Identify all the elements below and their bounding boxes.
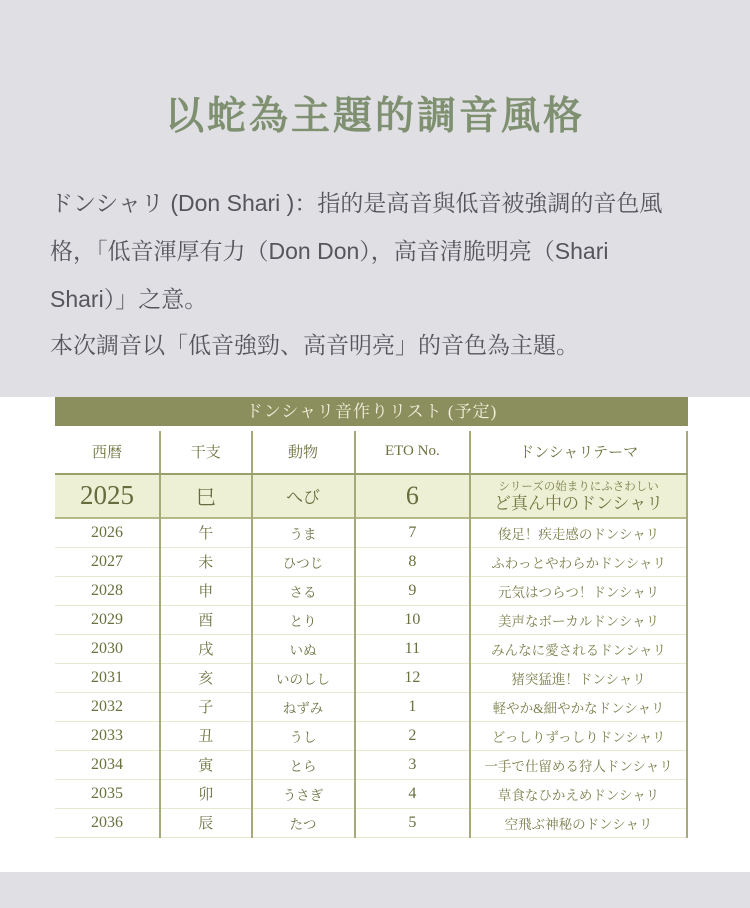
cell-eto: 申	[160, 576, 252, 605]
cell-eto: 寅	[160, 750, 252, 779]
cell-eto: 子	[160, 692, 252, 721]
theme-title: ど真ん中のドンシャリ	[493, 494, 664, 514]
cell-year: 2032	[90, 697, 123, 715]
cell-year: 2031	[90, 668, 123, 686]
cell-animal: とら	[252, 750, 355, 779]
cell-year: 2026	[90, 523, 123, 541]
cell-eto-no: 1	[355, 692, 471, 721]
cell-animal: さる	[252, 576, 355, 605]
table-row	[55, 750, 687, 779]
cell-eto-no: 5	[355, 808, 471, 837]
cell-eto: 辰	[160, 808, 252, 837]
cell-eto-no: 3	[355, 750, 471, 779]
table-row	[55, 779, 687, 808]
intro-line-3: Shari）」之意。	[50, 285, 208, 312]
cell-eto-no: 4	[355, 779, 471, 808]
table-row	[55, 547, 687, 576]
cell-theme: どっしりずっしりドンシャリ	[470, 721, 687, 750]
cell-year: 2035	[90, 784, 123, 802]
cell-eto-no: 6	[355, 474, 471, 518]
cell-theme	[470, 474, 687, 518]
cell-eto: 亥	[160, 663, 252, 692]
table-row	[55, 518, 687, 548]
cell-eto: 午	[160, 518, 252, 548]
table-row	[55, 605, 687, 634]
cell-animal: うま	[252, 518, 355, 548]
cell-year: 2029	[90, 610, 123, 628]
cell-theme: 猪突猛進！ドンシャリ	[470, 663, 687, 692]
cell-theme: 軽やか&細やかなドンシャリ	[470, 692, 687, 721]
cell-eto-no: 2	[355, 721, 471, 750]
cell-animal: ねずみ	[252, 692, 355, 721]
cell-year: 2028	[90, 581, 123, 599]
intro-line-2: 格，「低音渾厚有力（Don Don），高音清脆明亮（Shari	[50, 237, 609, 264]
cell-eto: 酉	[160, 605, 252, 634]
cell-eto-no: 11	[355, 634, 471, 663]
cell-year: 2025	[79, 480, 134, 511]
cell-theme: 美声なボーカルドンシャリ	[470, 605, 687, 634]
column-header-eto: 干支	[160, 431, 252, 474]
column-header-year: 西暦	[55, 431, 160, 474]
cell-theme: みんなに愛されるドンシャリ	[470, 634, 687, 663]
table-row	[55, 692, 687, 721]
cell-year: 2036	[90, 813, 123, 831]
cell-eto-no: 10	[355, 605, 471, 634]
cell-eto-no: 8	[355, 547, 471, 576]
theme-subtitle: シリーズの始まりにふさわしい	[498, 481, 659, 494]
table-row	[55, 808, 687, 837]
cell-year: 2033	[90, 726, 123, 744]
table-body	[55, 474, 687, 838]
theme-statement: 本次調音以「低音強勁、高音明亮」的音色為主題。	[50, 331, 579, 358]
cell-theme: ふわっとやわらかドンシャリ	[470, 547, 687, 576]
cell-year: 2027	[90, 552, 123, 570]
cell-eto-no: 9	[355, 576, 471, 605]
cell-eto: 戌	[160, 634, 252, 663]
cell-theme: 俊足！疾走感のドンシャリ	[470, 518, 687, 548]
table-header-row	[55, 431, 687, 474]
cell-eto: 丑	[160, 721, 252, 750]
cell-year: 2034	[90, 755, 123, 773]
intro-paragraph	[50, 179, 702, 323]
table-row	[55, 576, 687, 605]
table-row	[55, 634, 687, 663]
cell-eto: 巳	[160, 474, 252, 518]
cell-animal: うし	[252, 721, 355, 750]
table-caption-band: ドンシャリ音作りリスト (予定)	[55, 397, 688, 426]
cell-animal: いのしし	[252, 663, 355, 692]
cell-eto: 未	[160, 547, 252, 576]
cell-theme: 草食なひかえめドンシャリ	[470, 779, 687, 808]
cell-theme: 元気はつらつ！ドンシャリ	[470, 576, 687, 605]
cell-animal: いぬ	[252, 634, 355, 663]
intro-line-1: ドンシャリ (Don Shari )：指的是高音與低音被強調的音色風	[50, 189, 663, 216]
cell-theme: 空飛ぶ神秘のドンシャリ	[470, 808, 687, 837]
cell-animal: とり	[252, 605, 355, 634]
cell-animal: ひつじ	[252, 547, 355, 576]
column-header-animal: 動物	[252, 431, 355, 474]
cell-eto-no: 12	[355, 663, 471, 692]
cell-animal: うさぎ	[252, 779, 355, 808]
cell-theme: 一手で仕留める狩人ドンシャリ	[470, 750, 687, 779]
table-row	[55, 721, 687, 750]
cell-eto-no: 7	[355, 518, 471, 548]
cell-eto: 卯	[160, 779, 252, 808]
cell-year: 2030	[90, 639, 123, 657]
column-header-eto-no: ETO No.	[355, 431, 471, 474]
table-row	[55, 663, 687, 692]
table-row-2025-highlight	[55, 474, 687, 518]
eto-list-table	[55, 431, 688, 838]
cell-animal: へび	[252, 474, 355, 518]
cell-animal: たつ	[252, 808, 355, 837]
table-panel	[0, 397, 750, 872]
column-header-theme: ドンシャリテーマ	[470, 431, 687, 474]
page-title: 以蛇為主題的調音風格	[164, 95, 585, 139]
